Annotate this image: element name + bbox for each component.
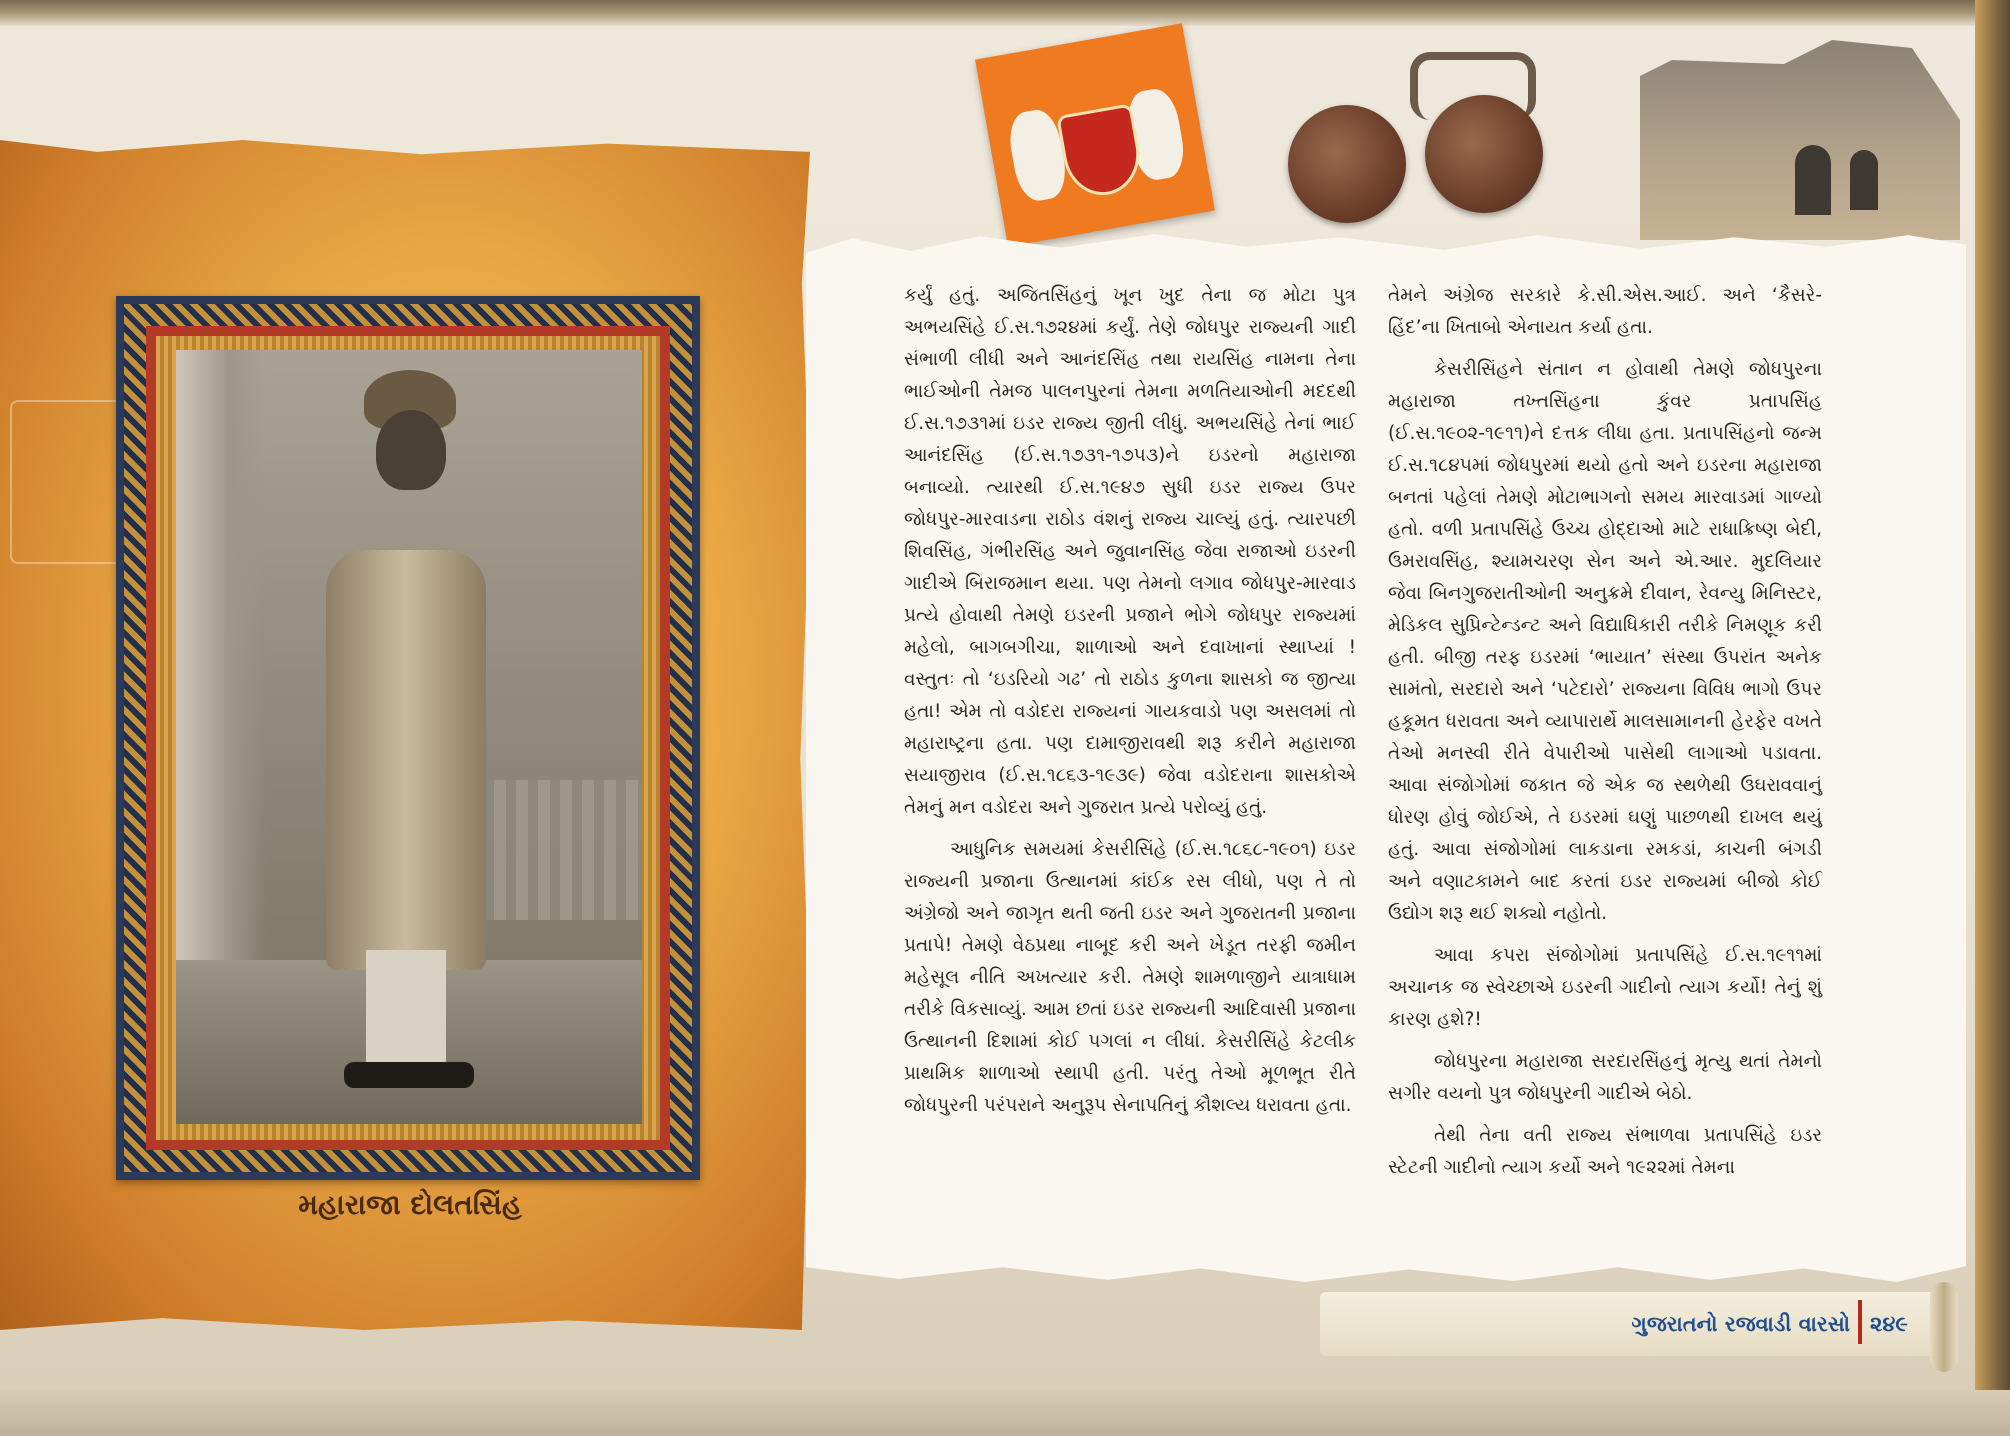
paragraph: તેમને અંગ્રેજ સરકારે કે.સી.એસ.આઈ. અને ‘કૈસરે-હિંદ’ના ખિતાબો એનાયત કર્યા હતા. — [1388, 285, 1822, 338]
coin-icon — [1425, 95, 1543, 213]
figure-coat — [326, 550, 486, 970]
portrait-caption: મહારાજા દોલતસિંહ — [298, 1188, 522, 1221]
page-number: ૨૪૯ — [1870, 1312, 1908, 1336]
fort-arch — [1795, 145, 1831, 215]
state-emblem-icon — [975, 23, 1215, 247]
paragraph: કર્યું હતું. અજિતસિંહનું ખૂન ખુદ તેના જ મોટા પુત્ર અભયસિંહે ઈ.સ.૧૭૨૪માં કર્યું. તેણે જોધપુર રાજ્યની ગાદી સંભાળી લીધી અને આનંદસિંહ તથા રાયસિંહ નામના તેના ભાઈઓની તેમજ પાલનપુરનાં તેમના મળતિયાઓની મદદથી ઈ.સ.૧૭૩૧માં ઇડર રાજ્ય જીતી લીધું. અભયસિંહે તેનાં ભાઈ આનંદસિંહ (ઈ.સ.૧૭૩૧-૧૭૫૩)ને ઇડરનો મહારાજા બનાવ્યો. ત્યારથી ઈ.સ.૧૯૪૭ સુધી ઇડર રાજ્ય ઉપર જોધપુર-મારવાડના રાઠોડ વંશનું રાજ્ય ચાલ્યું હતું. ત્યારપછી શિવસિંહ, ગંભીરસિંહ અને જુવાનસિંહ જેવા રાજાઓ ઇડરની ગાદીએ બિરાજમાન થયા. પણ તેમનો લગાવ જોધપુર-મારવાડ પ્રત્યે હોવાથી તેમણે ઇડરની પ્રજાને ભોગે જોધપુર રાજ્યમાં મહેલો, બાગબગીચા, શાળાઓ અને દવાખાનાં સ્થાપ્યાં ! વસ્તુતઃ તો ‘ઇડરિયો ગઢ’ તો રાઠોડ કુળના શાસકો જ જીત્યા હતા! એમ તો વડોદરા રાજ્યનાં ગાયકવાડો પણ અસલમાં તો મહારાષ્ટ્રના હતા. પણ દામાજીરાવથી શરૂ કરીને મહારાજા સયાજીરાવ (ઈ.સ.૧૮૬૩-૧૯૩૯) જેવા વડોદરાના શાસકોએ તેમનું મન વડોદરા અને ગુજરાત પ્રત્યે પરોવ્યું હતું. — [904, 285, 1356, 818]
article-column-2 — [1388, 280, 1822, 1194]
page-bottom-edge — [0, 1390, 2010, 1436]
emblem-shield — [1056, 103, 1146, 201]
footer-scroll-roll — [1930, 1282, 1958, 1372]
book-title: ગુજરાતનો રજવાડી વારસો — [1631, 1312, 1850, 1336]
paragraph: જોધપુરના મહારાજા સરદારસિંહનું મૃત્યુ થતાં તેમનો સગીર વયનો પુત્ર જોધપુરની ગાદીએ બેઠો. — [1388, 1051, 1822, 1104]
paragraph: આધુનિક સમયમાં કેસરીસિંહે (ઈ.સ.૧૮૬૮-૧૯૦૧) ઇડર રાજ્યની પ્રજાના ઉત્થાનમાં કાંઈક રસ લીધો, પણ તે તો અંગ્રેજો અને જાગૃત થતી જતી ઇડર અને ગુજરાતની પ્રજાના પ્રતાપે! તેમણે વેઠપ્રથા નાબૂદ કરી અને ખેડૂત તરફી જમીન મહેસૂલ નીતિ અખત્યાર કરી. તેમણે શામળાજીને યાત્રાધામ તરીકે વિકસાવ્યું. આમ છતાં ઇડર રાજ્યની આદિવાસી પ્રજાના ઉત્થાનની દિશામાં કોઈ પગલાં ન લીધાં. કેસરીસિંહે કેટલીક પ્રાથમિક શાળાઓ સ્થાપી હતી. પરંતુ તેઓ મૂળભૂત રીતે જોધપુરની પરંપરાને અનુરૂપ સેનાપતિનું કૌશલ્ય ધરાવતા હતા. — [904, 839, 1356, 1116]
figure-head — [376, 410, 446, 490]
paragraph: કેસરીસિંહને સંતાન ન હોવાથી તેમણે જોધપુરના મહારાજા તખ્તસિંહના કુંવર પ્રતાપસિંહ (ઈ.સ.૧૯૦૨-૧૯૧૧)ને દત્તક લીધા હતા. પ્રતાપસિંહનો જન્મ ઈ.સ.૧૮૪૫માં જોધપુરમાં થયો હતો અને ઇડરના મહારાજા બનતાં પહેલાં તેમણે મોટાભાગનો સમય મારવાડમાં ગાળ્યો હતો. વળી પ્રતાપસિંહે ઉચ્ચ હોદ્દાઓ માટે રાધાક્રિષ્ણ બેદી, ઉમરાવસિંહ, શ્યામચરણ સેન અને એ.આર. મુદલિયાર જેવા બિનગુજરાતીઓની અનુક્રમે દીવાન, રેવન્યુ મિનિસ્ટર, મેડિકલ સુપ્રિન્ટેન્ડન્ટ અને વિદ્યાધિકારી તરીકે નિમણૂક કરી હતી. બીજી તરફ ઇડરમાં ‘ભાયાત’ સંસ્થા ઉપરાંત અનેક સામંતો, સરદારો અને ‘પટેદારો’ રાજ્યના વિવિધ ભાગો ઉપર હકૂમત ધરાવતા અને વ્યાપારાર્થે માલસામાનની હેરફેર વખતે તેઓ મનસ્વી રીતે વેપારીઓ પાસેથી લાગાઓ પડાવતા. આવા સંજોગોમાં જકાત જે એક જ સ્થળેથી ઉઘરાવવાનું ધોરણ હોવું જોઈએ, તે ઇડરમાં ઘણું પાછળથી દાખલ થયું હતું. આવા સંજોગોમાં લાકડાના રમકડાં, કાચની બંગડી અને વણાટકામને બાદ કરતાં ઇડર રાજ્યમાં બીજો કોઈ ઉદ્યોગ શરૂ થઈ શક્યો નહોતો. — [1388, 359, 1822, 924]
book-spine-edge — [1975, 0, 2010, 1436]
fort-arch — [1850, 150, 1878, 210]
figure-legs — [366, 950, 446, 1070]
paragraph: તેથી તેના વતી રાજ્ય સંભાળવા પ્રતાપસિંહે ઇડર સ્ટેટની ગાદીનો ત્યાગ કર્યો અને ૧૯૨૨માં તેમના — [1388, 1125, 1822, 1178]
paragraph: આવા કપરા સંજોગોમાં પ્રતાપસિંહે ઈ.સ.૧૯૧૧માં અચાનક જ સ્વેચ્છાએ ઇડરની ગાદીનો ત્યાગ કર્યો! તેનું શું કારણ હશે?! — [1388, 945, 1822, 1030]
article-column-1 — [904, 280, 1356, 1132]
page-top-edge — [0, 0, 2010, 26]
figure-shoes — [344, 1062, 474, 1088]
coin-icon — [1288, 105, 1406, 223]
footer-divider — [1858, 1300, 1862, 1344]
portrait-photo — [176, 350, 642, 1124]
